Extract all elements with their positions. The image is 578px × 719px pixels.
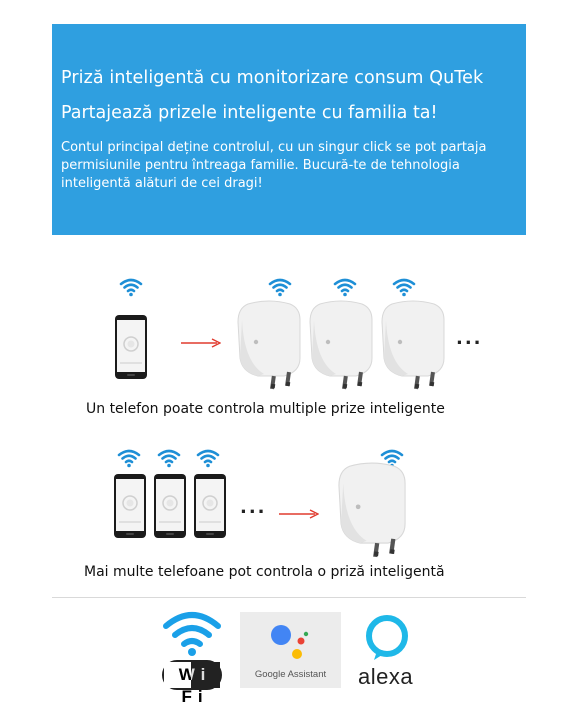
banner-description: Contul principal deține controlul, cu un singur click se pot partaja permisiunile pentru întreaga familie. Bucură-te de tehnologia inteligentă alături de cei dragi! bbox=[61, 140, 487, 191]
phone-icon bbox=[113, 473, 147, 539]
caption-many-phones: Mai multe telefoane pot controla o priză inteligentă bbox=[84, 564, 445, 580]
wifi-logo-text: Wi Fi bbox=[178, 665, 212, 706]
smart-plug-icon bbox=[234, 300, 304, 390]
phone-icon bbox=[114, 314, 148, 380]
alexa-label: alexa bbox=[358, 664, 414, 689]
wifi-icon bbox=[333, 277, 357, 297]
google-assistant-logo bbox=[240, 612, 341, 688]
phone-icon bbox=[193, 473, 227, 539]
alexa-icon bbox=[364, 614, 410, 662]
caption-one-phone: Un telefon poate controla multiple prize inteligente bbox=[86, 401, 445, 417]
more-dots: ... bbox=[240, 497, 267, 518]
divider bbox=[52, 597, 526, 598]
page-title: Priză inteligentă cu monitorizare consum QuTek bbox=[61, 68, 484, 88]
google-assistant-label: Google Assistant bbox=[254, 669, 327, 680]
wifi-icon bbox=[196, 448, 220, 468]
wifi-logo bbox=[160, 608, 224, 706]
phone-icon bbox=[153, 473, 187, 539]
arrow-icon bbox=[181, 338, 221, 348]
more-dots: ... bbox=[456, 328, 483, 349]
wifi-icon bbox=[160, 608, 224, 658]
arrow-icon bbox=[279, 509, 319, 519]
smart-plug-icon bbox=[306, 300, 376, 390]
wifi-icon bbox=[157, 448, 181, 468]
wifi-icon bbox=[268, 277, 292, 297]
wifi-icon bbox=[392, 277, 416, 297]
smart-plug-icon bbox=[378, 300, 448, 390]
wifi-icon bbox=[119, 277, 143, 297]
wifi-icon bbox=[117, 448, 141, 468]
page-subtitle: Partajează prizele inteligente cu familia ta! bbox=[61, 103, 438, 123]
header-banner bbox=[52, 24, 526, 235]
google-assistant-icon bbox=[266, 620, 316, 666]
smart-plug-icon bbox=[334, 462, 410, 558]
